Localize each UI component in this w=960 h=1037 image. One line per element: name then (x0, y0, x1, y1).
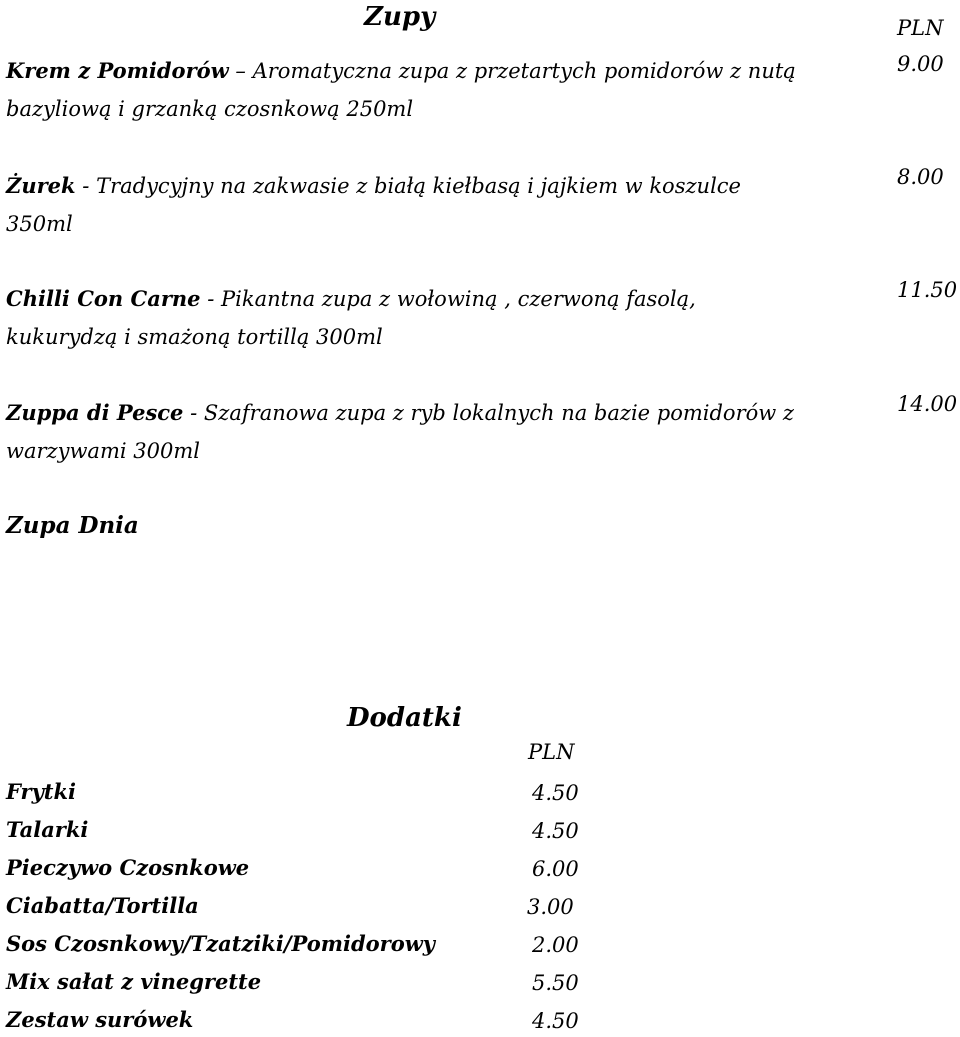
dish-description: Aromatyczna zupa z przetartych pomidorów z nutą bazyliową i grzanką czosnkową 250ml (6, 59, 796, 121)
addon-price: 6.00 (532, 857, 579, 881)
addon-name: Ciabatta/Tortilla (6, 893, 199, 918)
dish-separator: - (190, 401, 198, 425)
addon-price: 4.50 (532, 1009, 579, 1033)
dish-price: 9.00 (897, 52, 944, 76)
addon-name: Mix sałat z vinegrette (6, 969, 262, 994)
dish-price: 14.00 (897, 392, 958, 416)
menu-item-chilli-con-carne (6, 280, 806, 356)
addon-name: Pieczywo Czosnkowe (6, 855, 250, 880)
dish-description: Szafranowa zupa z ryb lokalnych na bazie pomidorów z warzywami 300ml (6, 401, 794, 463)
menu-item-zuppa-di-pesce (6, 394, 806, 470)
addons-currency-label: PLN (528, 740, 575, 764)
addon-name: Frytki (6, 779, 77, 804)
dish-name: Zuppa di Pesce (6, 400, 184, 425)
menu-item-krem-z-pomidorow (6, 52, 806, 128)
addon-price: 4.50 (532, 781, 579, 805)
addon-price: 3.00 (527, 895, 574, 919)
soups-heading: Zupy (364, 2, 436, 32)
soups-currency-label: PLN (897, 16, 944, 40)
addon-name: Zestaw surówek (6, 1007, 194, 1032)
dish-name: Krem z Pomidorów (6, 58, 229, 83)
dish-separator: – (235, 59, 246, 83)
addons-heading: Dodatki (347, 703, 462, 733)
addon-price: 4.50 (532, 819, 579, 843)
addon-name: Talarki (6, 817, 89, 842)
dish-description: Tradycyjny na zakwasie z białą kiełbasą i jajkiem w koszulce 350ml (6, 174, 741, 236)
dish-price: 11.50 (897, 278, 958, 302)
dish-name: Żurek (6, 173, 76, 198)
addon-price: 2.00 (532, 933, 579, 957)
soup-of-the-day: Zupa Dnia (6, 512, 139, 539)
dish-separator: - (82, 174, 90, 198)
dish-separator: - (207, 287, 215, 311)
dish-name: Chilli Con Carne (6, 286, 201, 311)
addon-price: 5.50 (532, 971, 579, 995)
addon-name: Sos Czosnkowy/Tzatziki/Pomidorowy (6, 931, 435, 956)
dish-price: 8.00 (897, 165, 944, 189)
menu-item-zurek (6, 167, 806, 243)
dish-description: Pikantna zupa z wołowiną , czerwoną fasolą, kukurydzą i smażoną tortillą 300ml (6, 287, 696, 349)
